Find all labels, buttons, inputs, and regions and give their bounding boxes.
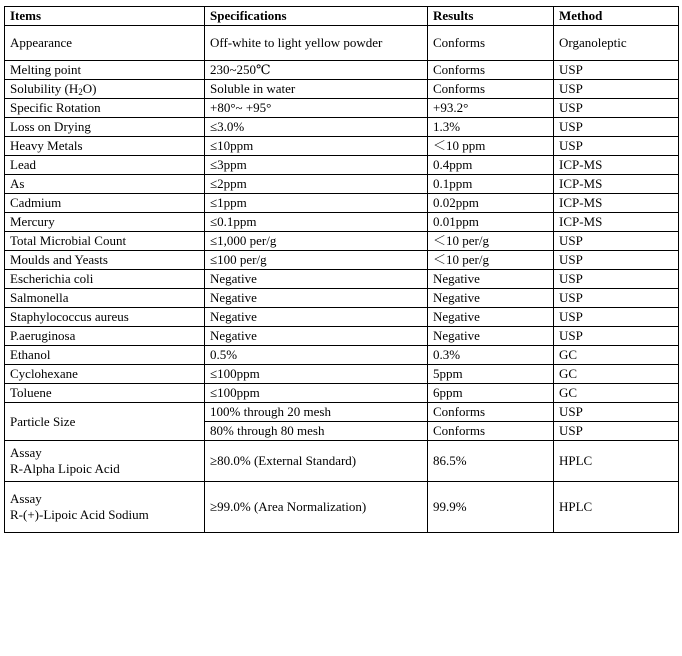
table-row bbox=[5, 327, 679, 346]
header-results: Results bbox=[428, 7, 554, 26]
spec-cell: Negative bbox=[205, 289, 428, 308]
method-cell: USP bbox=[554, 289, 679, 308]
table-row bbox=[5, 232, 679, 251]
item-cell: Cadmium bbox=[5, 194, 205, 213]
method-cell: USP bbox=[554, 118, 679, 137]
method-cell: USP bbox=[554, 422, 679, 441]
result-cell: Conforms bbox=[428, 403, 554, 422]
spec-cell: Off-white to light yellow powder bbox=[205, 26, 428, 61]
table-row bbox=[5, 99, 679, 118]
method-cell: HPLC bbox=[554, 482, 679, 533]
method-cell: USP bbox=[554, 308, 679, 327]
item-cell: Melting point bbox=[5, 61, 205, 80]
spec-cell: ≤3ppm bbox=[205, 156, 428, 175]
table-row bbox=[5, 365, 679, 384]
table-row bbox=[5, 384, 679, 403]
item-cell: Ethanol bbox=[5, 346, 205, 365]
item-text: Solubility (H bbox=[10, 81, 79, 96]
table-row bbox=[5, 213, 679, 232]
method-cell: USP bbox=[554, 327, 679, 346]
method-cell: USP bbox=[554, 232, 679, 251]
item-line: R-(+)-Lipoic Acid Sodium bbox=[10, 507, 149, 522]
item-cell: Toluene bbox=[5, 384, 205, 403]
item-cell: Mercury bbox=[5, 213, 205, 232]
spec-cell: Soluble in water bbox=[205, 80, 428, 99]
result-cell: Negative bbox=[428, 289, 554, 308]
subscript: 2 bbox=[78, 87, 83, 97]
method-cell: GC bbox=[554, 346, 679, 365]
table-row bbox=[5, 482, 679, 533]
spec-cell: ≤100ppm bbox=[205, 365, 428, 384]
item-cell: Cyclohexane bbox=[5, 365, 205, 384]
item-cell: Salmonella bbox=[5, 289, 205, 308]
header-row bbox=[5, 7, 679, 26]
spec-cell: 80% through 80 mesh bbox=[205, 422, 428, 441]
item-cell: Specific Rotation bbox=[5, 99, 205, 118]
method-cell: Organoleptic bbox=[554, 26, 679, 61]
result-cell: Conforms bbox=[428, 26, 554, 61]
result-cell: ＜10 per/g bbox=[428, 251, 554, 270]
item-cell: Heavy Metals bbox=[5, 137, 205, 156]
spec-cell: ≤100 per/g bbox=[205, 251, 428, 270]
result-cell: 99.9% bbox=[428, 482, 554, 533]
header-method: Method bbox=[554, 7, 679, 26]
table-row bbox=[5, 441, 679, 482]
result-cell: Negative bbox=[428, 327, 554, 346]
method-cell: ICP-MS bbox=[554, 175, 679, 194]
result-cell: 86.5% bbox=[428, 441, 554, 482]
method-cell: USP bbox=[554, 80, 679, 99]
item-cell: Total Microbial Count bbox=[5, 232, 205, 251]
result-cell: 6ppm bbox=[428, 384, 554, 403]
method-cell: GC bbox=[554, 384, 679, 403]
method-cell: USP bbox=[554, 251, 679, 270]
method-cell: ICP-MS bbox=[554, 194, 679, 213]
table-row bbox=[5, 61, 679, 80]
method-cell: USP bbox=[554, 137, 679, 156]
item-cell: Lead bbox=[5, 156, 205, 175]
result-cell: ＜10 per/g bbox=[428, 232, 554, 251]
spec-cell: 0.5% bbox=[205, 346, 428, 365]
table-row bbox=[5, 270, 679, 289]
result-cell: Conforms bbox=[428, 61, 554, 80]
spec-cell: ≤1,000 per/g bbox=[205, 232, 428, 251]
item-cell: Appearance bbox=[5, 26, 205, 61]
item-cell: Escherichia coli bbox=[5, 270, 205, 289]
result-cell: 1.3% bbox=[428, 118, 554, 137]
table-row bbox=[5, 289, 679, 308]
item-line: Assay bbox=[10, 445, 42, 460]
table-row bbox=[5, 118, 679, 137]
method-cell: GC bbox=[554, 365, 679, 384]
table-row bbox=[5, 251, 679, 270]
method-cell: USP bbox=[554, 99, 679, 118]
method-cell: USP bbox=[554, 270, 679, 289]
spec-cell: ≤10ppm bbox=[205, 137, 428, 156]
header-items: Items bbox=[5, 7, 205, 26]
item-text-suffix: O) bbox=[82, 81, 97, 96]
method-cell: ICP-MS bbox=[554, 213, 679, 232]
item-cell bbox=[5, 482, 205, 533]
result-cell: 0.4ppm bbox=[428, 156, 554, 175]
method-cell: USP bbox=[554, 61, 679, 80]
item-line: Assay bbox=[10, 491, 42, 506]
item-cell: Moulds and Yeasts bbox=[5, 251, 205, 270]
table-row bbox=[5, 194, 679, 213]
result-cell: +93.2° bbox=[428, 99, 554, 118]
spec-cell: Negative bbox=[205, 270, 428, 289]
method-cell: HPLC bbox=[554, 441, 679, 482]
spec-cell: ≥80.0% (External Standard) bbox=[205, 441, 428, 482]
table-row bbox=[5, 175, 679, 194]
result-cell: 0.02ppm bbox=[428, 194, 554, 213]
result-cell: Conforms bbox=[428, 422, 554, 441]
spec-cell: ≤1ppm bbox=[205, 194, 428, 213]
item-cell: As bbox=[5, 175, 205, 194]
result-cell: Conforms bbox=[428, 80, 554, 99]
result-cell: 0.01ppm bbox=[428, 213, 554, 232]
spec-cell: ≤100ppm bbox=[205, 384, 428, 403]
table-row bbox=[5, 137, 679, 156]
result-cell: 0.1ppm bbox=[428, 175, 554, 194]
spec-cell: ≤0.1ppm bbox=[205, 213, 428, 232]
spec-cell: ≤2ppm bbox=[205, 175, 428, 194]
table-row bbox=[5, 156, 679, 175]
header-specifications: Specifications bbox=[205, 7, 428, 26]
spec-cell: ≤3.0% bbox=[205, 118, 428, 137]
result-cell: Negative bbox=[428, 308, 554, 327]
item-cell bbox=[5, 80, 205, 99]
result-cell: 0.3% bbox=[428, 346, 554, 365]
item-cell: Staphylococcus aureus bbox=[5, 308, 205, 327]
table-row bbox=[5, 26, 679, 61]
result-cell: 5ppm bbox=[428, 365, 554, 384]
item-cell bbox=[5, 441, 205, 482]
method-cell: USP bbox=[554, 403, 679, 422]
table-row bbox=[5, 403, 679, 422]
item-line: R-Alpha Lipoic Acid bbox=[10, 461, 120, 476]
table-row bbox=[5, 308, 679, 327]
item-cell: P.aeruginosa bbox=[5, 327, 205, 346]
item-cell: Loss on Drying bbox=[5, 118, 205, 137]
spec-cell: Negative bbox=[205, 308, 428, 327]
spec-cell: Negative bbox=[205, 327, 428, 346]
result-cell: Negative bbox=[428, 270, 554, 289]
spec-cell: 230~250℃ bbox=[205, 61, 428, 80]
method-cell: ICP-MS bbox=[554, 156, 679, 175]
result-cell: ＜10 ppm bbox=[428, 137, 554, 156]
spec-cell: ≥99.0% (Area Normalization) bbox=[205, 482, 428, 533]
specification-table bbox=[4, 6, 679, 533]
spec-cell: 100% through 20 mesh bbox=[205, 403, 428, 422]
spec-cell: +80°~ +95° bbox=[205, 99, 428, 118]
table-row bbox=[5, 346, 679, 365]
table-row bbox=[5, 80, 679, 99]
item-cell: Particle Size bbox=[5, 403, 205, 441]
